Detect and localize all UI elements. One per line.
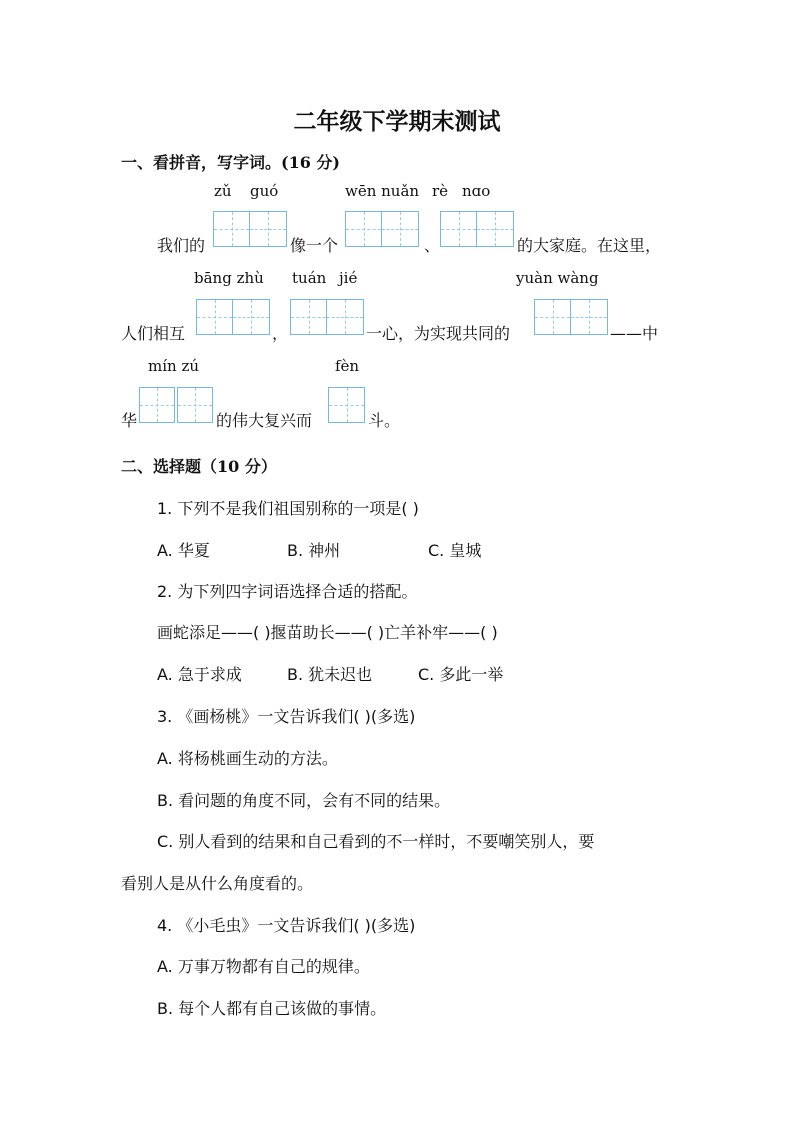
line-text: 斗。	[368, 411, 401, 430]
option-b[interactable]: B. 犹未迟也	[287, 665, 373, 684]
line-text: ，	[272, 324, 289, 343]
line-text: 一心，为实现共同的	[366, 324, 511, 343]
pinyin-label: bāng zhù	[194, 269, 264, 287]
question-4: 4. 《小毛虫》一文告诉我们( )(多选)	[157, 916, 416, 935]
pinyin-label: fèn	[335, 357, 360, 375]
option-b[interactable]: B. 神州	[287, 541, 341, 560]
option-a[interactable]: A. 将杨桃画生动的方法。	[157, 749, 338, 768]
line-text: 像一个	[290, 236, 339, 255]
line-text: 人们相互	[121, 324, 186, 343]
grid-cell[interactable]	[291, 300, 327, 334]
pinyin-label: jié	[339, 269, 358, 287]
line-text: 、	[424, 236, 441, 255]
line-text: 华	[121, 411, 138, 430]
pinyin-label: wēn nuǎn	[345, 182, 420, 200]
line-text: 我们的	[157, 236, 206, 255]
pinyin-label: tuán	[292, 269, 327, 287]
writing-grid-minzu[interactable]	[139, 387, 215, 423]
section-1-heading: 一、看拼音，写字词。(16 分)	[121, 153, 340, 172]
pinyin-label: guó	[250, 182, 279, 200]
grid-cell[interactable]	[535, 300, 571, 334]
grid-cell[interactable]	[382, 212, 418, 246]
writing-grid-renao[interactable]	[440, 211, 514, 247]
grid-cell[interactable]	[327, 300, 363, 334]
grid-cell[interactable]	[477, 212, 513, 246]
writing-grid-zuguo[interactable]	[213, 211, 287, 247]
option-a[interactable]: A. 万事万物都有自己的规律。	[157, 957, 370, 976]
writing-grid-fen[interactable]	[328, 387, 365, 423]
grid-cell[interactable]	[346, 212, 382, 246]
pinyin-label: mín zú	[148, 357, 200, 375]
grid-cell[interactable]	[250, 212, 286, 246]
writing-grid-bangzhu[interactable]	[196, 299, 270, 335]
option-c[interactable]: C. 多此一举	[418, 665, 504, 684]
page-title: 二年级下学期末测试	[293, 108, 501, 135]
line-text: 的大家庭。在这里，	[517, 236, 662, 255]
grid-cell[interactable]	[214, 212, 250, 246]
option-a[interactable]: A. 急于求成	[157, 665, 242, 684]
option-a[interactable]: A. 华夏	[157, 541, 210, 560]
option-c[interactable]: C. 皇城	[428, 541, 482, 560]
section-2-heading: 二、选择题（10 分）	[121, 457, 277, 476]
line-text: 的伟大复兴而	[216, 411, 313, 430]
option-b[interactable]: B. 每个人都有自己该做的事情。	[157, 999, 387, 1018]
grid-cell[interactable]	[197, 300, 233, 334]
grid-cell[interactable]	[329, 388, 364, 422]
question-3: 3. 《画杨桃》一文告诉我们( )(多选)	[157, 707, 416, 726]
pinyin-label: zǔ	[214, 182, 232, 200]
writing-grid-yuanwang[interactable]	[534, 299, 608, 335]
option-c[interactable]: C. 别人看到的结果和自己看到的不一样时，不要嘲笑别人，要	[157, 832, 595, 851]
grid-cell[interactable]	[441, 212, 477, 246]
option-b[interactable]: B. 看问题的角度不同，会有不同的结果。	[157, 791, 451, 810]
pinyin-label: yuàn wàng	[516, 269, 599, 287]
question-1: 1. 下列不是我们祖国别称的一项是( )	[157, 499, 419, 518]
grid-cell[interactable]	[139, 387, 175, 423]
writing-grid-wennuan[interactable]	[345, 211, 419, 247]
option-c-continued: 看别人是从什么角度看的。	[121, 874, 314, 893]
grid-cell[interactable]	[177, 387, 213, 423]
grid-cell[interactable]	[233, 300, 269, 334]
grid-cell[interactable]	[571, 300, 607, 334]
question-2: 2. 为下列四字词语选择合适的搭配。	[157, 582, 418, 601]
pinyin-label: nɑo	[462, 182, 491, 200]
question-2-matching-line: 画蛇添足——( )揠苗助长——( )亡羊补牢——( )	[157, 623, 498, 642]
writing-grid-tuanjie[interactable]	[290, 299, 364, 335]
line-text: ——中	[610, 324, 659, 343]
pinyin-label: rè	[432, 182, 449, 200]
